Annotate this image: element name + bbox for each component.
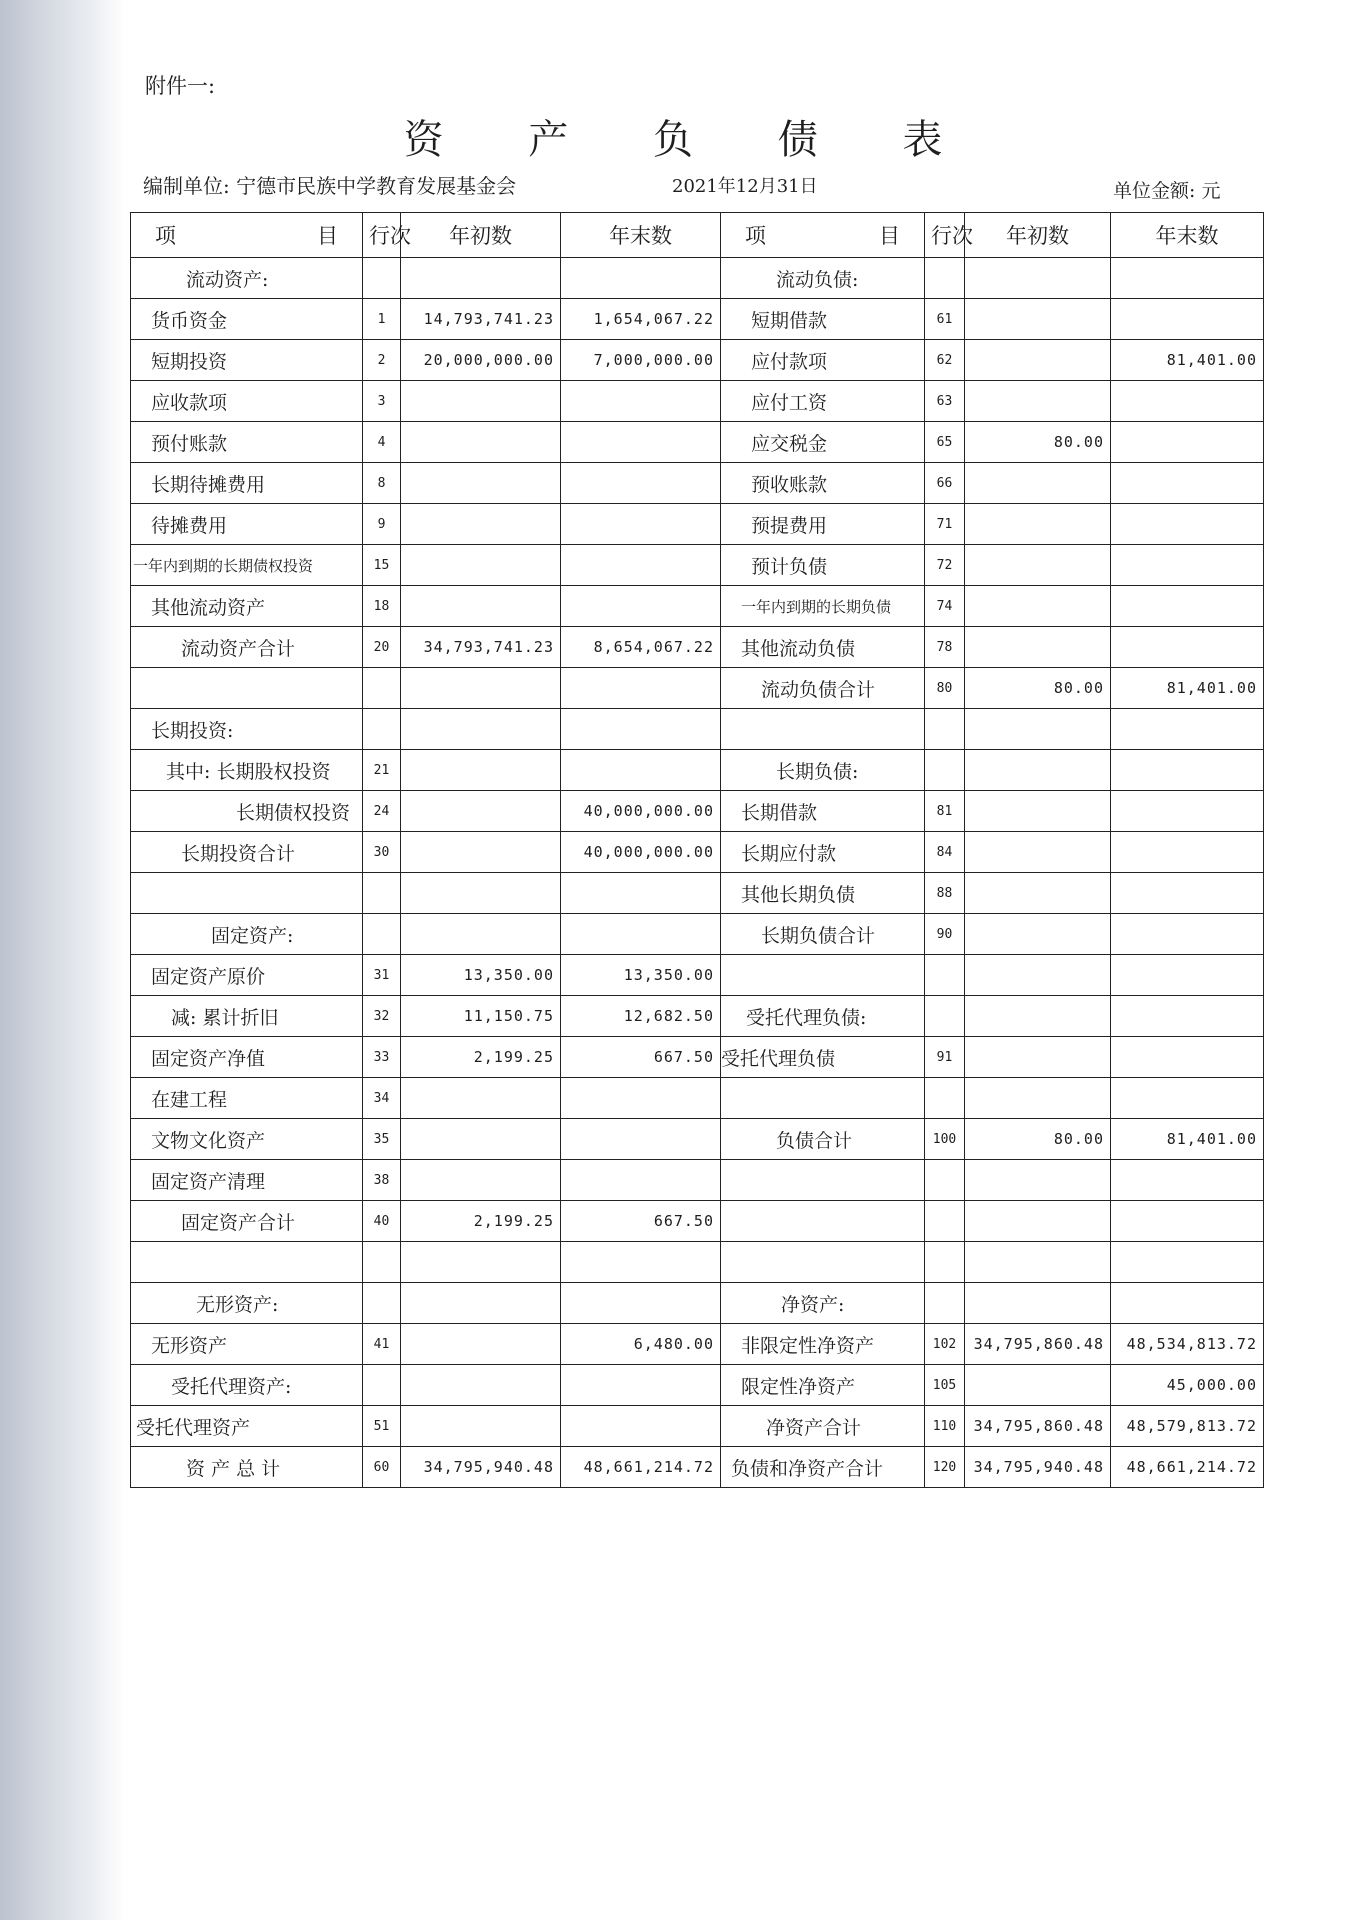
left-end-cell [561, 463, 721, 504]
right-begin-cell: 80.00 [965, 668, 1111, 709]
right-end-cell [1111, 463, 1264, 504]
left-item-cell: 短期投资 [131, 340, 363, 381]
right-line-cell [925, 1201, 965, 1242]
right-begin-cell: 34,795,940.48 [965, 1447, 1111, 1488]
left-item-cell: 固定资产净值 [131, 1037, 363, 1078]
left-item-cell: 固定资产清理 [131, 1160, 363, 1201]
right-line-cell: 105 [925, 1365, 965, 1406]
left-item-cell: 无形资产 [131, 1324, 363, 1365]
left-item-cell: 长期投资合计 [131, 832, 363, 873]
left-line-cell: 18 [363, 586, 401, 627]
left-begin-cell [401, 463, 561, 504]
table-row [131, 1119, 1264, 1160]
table-row [131, 955, 1264, 996]
left-line-cell: 51 [363, 1406, 401, 1447]
left-item-cell: 流动资产: [131, 258, 363, 299]
right-line-cell: 62 [925, 340, 965, 381]
left-line-cell [363, 258, 401, 299]
left-begin-cell: 34,793,741.23 [401, 627, 561, 668]
right-begin-cell [965, 627, 1111, 668]
left-end-cell: 7,000,000.00 [561, 340, 721, 381]
left-line-cell: 3 [363, 381, 401, 422]
right-end-cell [1111, 1037, 1264, 1078]
left-begin-cell [401, 545, 561, 586]
right-item-cell [721, 1242, 925, 1283]
left-end-cell: 1,654,067.22 [561, 299, 721, 340]
right-item-cell: 长期负债合计 [721, 914, 925, 955]
right-item-cell: 负债和净资产合计 [721, 1447, 925, 1488]
left-line-cell: 30 [363, 832, 401, 873]
right-begin-cell [965, 1078, 1111, 1119]
left-end-cell: 667.50 [561, 1201, 721, 1242]
table-row [131, 914, 1264, 955]
left-item-cell: 固定资产合计 [131, 1201, 363, 1242]
left-end-cell [561, 709, 721, 750]
balance-sheet-table [130, 212, 1264, 1488]
right-begin-cell [965, 955, 1111, 996]
table-row [131, 709, 1264, 750]
left-item-cell: 固定资产: [131, 914, 363, 955]
left-end-cell: 12,682.50 [561, 996, 721, 1037]
left-begin-cell [401, 1324, 561, 1365]
right-begin-cell [965, 914, 1111, 955]
left-end-cell [561, 381, 721, 422]
right-line-cell [925, 996, 965, 1037]
left-item-cell: 长期投资: [131, 709, 363, 750]
left-line-cell: 20 [363, 627, 401, 668]
left-begin-cell [401, 1406, 561, 1447]
left-item-cell: 受托代理资产 [131, 1406, 363, 1447]
left-end-cell: 48,661,214.72 [561, 1447, 721, 1488]
right-begin-cell [965, 340, 1111, 381]
left-end-cell: 667.50 [561, 1037, 721, 1078]
left-begin-cell [401, 668, 561, 709]
right-end-cell [1111, 1283, 1264, 1324]
left-line-cell: 38 [363, 1160, 401, 1201]
right-begin-cell [965, 1365, 1111, 1406]
left-item-cell: 其他流动资产 [131, 586, 363, 627]
right-end-cell [1111, 1201, 1264, 1242]
left-begin-cell [401, 258, 561, 299]
right-item-cell: 长期负债: [721, 750, 925, 791]
right-item-cell: 非限定性净资产 [721, 1324, 925, 1365]
right-end-cell [1111, 1078, 1264, 1119]
left-end-cell [561, 750, 721, 791]
table-row [131, 381, 1264, 422]
right-item-cell [721, 1201, 925, 1242]
table-row [131, 996, 1264, 1037]
left-end-cell [561, 422, 721, 463]
right-item-cell: 限定性净资产 [721, 1365, 925, 1406]
left-item-cell [131, 873, 363, 914]
header-end-right: 年末数 [1111, 213, 1264, 258]
right-end-cell [1111, 258, 1264, 299]
left-line-cell: 2 [363, 340, 401, 381]
left-begin-cell: 2,199.25 [401, 1201, 561, 1242]
right-end-cell: 81,401.00 [1111, 340, 1264, 381]
right-item-cell [721, 709, 925, 750]
right-begin-cell [965, 750, 1111, 791]
right-begin-cell [965, 504, 1111, 545]
annex-label: 附件一: [145, 74, 216, 98]
right-line-cell: 84 [925, 832, 965, 873]
left-begin-cell [401, 381, 561, 422]
left-item-cell: 在建工程 [131, 1078, 363, 1119]
left-end-cell [561, 586, 721, 627]
left-item-cell: 资 产 总 计 [131, 1447, 363, 1488]
right-end-cell [1111, 832, 1264, 873]
right-line-cell [925, 258, 965, 299]
right-begin-cell [965, 832, 1111, 873]
table-row [131, 1365, 1264, 1406]
right-line-cell: 66 [925, 463, 965, 504]
left-line-cell: 41 [363, 1324, 401, 1365]
right-end-cell [1111, 709, 1264, 750]
table-row [131, 832, 1264, 873]
table-row [131, 1406, 1264, 1447]
left-line-cell: 24 [363, 791, 401, 832]
right-item-cell: 预计负债 [721, 545, 925, 586]
right-end-cell [1111, 299, 1264, 340]
table-row [131, 1324, 1264, 1365]
header-item-left: 项 目 [131, 213, 363, 258]
right-begin-cell [965, 709, 1111, 750]
left-end-cell [561, 1283, 721, 1324]
header-begin-left: 年初数 [401, 213, 561, 258]
right-begin-cell: 34,795,860.48 [965, 1324, 1111, 1365]
left-line-cell: 32 [363, 996, 401, 1037]
right-item-cell: 长期应付款 [721, 832, 925, 873]
left-end-cell [561, 1078, 721, 1119]
left-end-cell: 8,654,067.22 [561, 627, 721, 668]
left-begin-cell [401, 422, 561, 463]
right-line-cell: 91 [925, 1037, 965, 1078]
left-begin-cell [401, 504, 561, 545]
right-begin-cell [965, 1201, 1111, 1242]
right-line-cell: 90 [925, 914, 965, 955]
right-begin-cell [965, 586, 1111, 627]
right-line-cell [925, 709, 965, 750]
right-item-cell: 一年内到期的长期负债 [721, 586, 925, 627]
left-item-cell: 其中: 长期股权投资 [131, 750, 363, 791]
left-line-cell: 33 [363, 1037, 401, 1078]
right-end-cell [1111, 627, 1264, 668]
left-line-cell [363, 709, 401, 750]
table-row [131, 750, 1264, 791]
right-end-cell [1111, 422, 1264, 463]
table-row [131, 627, 1264, 668]
header-item-right: 项 目 [721, 213, 925, 258]
header-begin-right: 年初数 [965, 213, 1111, 258]
organization-label: 编制单位: 宁德市民族中学教育发展基金会 [143, 174, 517, 198]
left-line-cell [363, 1365, 401, 1406]
table-row [131, 422, 1264, 463]
left-item-cell: 减: 累计折旧 [131, 996, 363, 1037]
right-end-cell [1111, 914, 1264, 955]
right-end-cell [1111, 873, 1264, 914]
right-item-cell: 预提费用 [721, 504, 925, 545]
left-line-cell: 1 [363, 299, 401, 340]
table-row [131, 1160, 1264, 1201]
left-item-cell [131, 1242, 363, 1283]
right-end-cell: 48,579,813.72 [1111, 1406, 1264, 1447]
right-item-cell: 净资产: [721, 1283, 925, 1324]
left-begin-cell: 13,350.00 [401, 955, 561, 996]
right-end-cell: 48,661,214.72 [1111, 1447, 1264, 1488]
left-end-cell [561, 1160, 721, 1201]
left-begin-cell [401, 1242, 561, 1283]
table-row [131, 1242, 1264, 1283]
table-row [131, 586, 1264, 627]
right-item-cell: 应付工资 [721, 381, 925, 422]
right-begin-cell: 80.00 [965, 1119, 1111, 1160]
right-end-cell [1111, 750, 1264, 791]
left-end-cell: 13,350.00 [561, 955, 721, 996]
left-end-cell [561, 1119, 721, 1160]
right-item-cell: 其他长期负债 [721, 873, 925, 914]
right-line-cell [925, 955, 965, 996]
right-line-cell [925, 1283, 965, 1324]
table-row [131, 504, 1264, 545]
right-begin-cell: 34,795,860.48 [965, 1406, 1111, 1447]
left-begin-cell [401, 586, 561, 627]
left-begin-cell [401, 832, 561, 873]
right-item-cell: 应付款项 [721, 340, 925, 381]
table-row [131, 340, 1264, 381]
right-end-cell [1111, 1160, 1264, 1201]
right-item-cell: 其他流动负债 [721, 627, 925, 668]
right-line-cell: 102 [925, 1324, 965, 1365]
right-item-cell: 净资产合计 [721, 1406, 925, 1447]
right-line-cell [925, 1078, 965, 1119]
right-item-cell: 受托代理负债 [721, 1037, 925, 1078]
left-item-cell: 长期债权投资 [131, 791, 363, 832]
left-item-cell: 待摊费用 [131, 504, 363, 545]
left-begin-cell [401, 1365, 561, 1406]
right-line-cell: 72 [925, 545, 965, 586]
left-item-cell: 一年内到期的长期债权投资 [131, 545, 363, 586]
right-line-cell: 78 [925, 627, 965, 668]
left-line-cell [363, 914, 401, 955]
left-line-cell [363, 1242, 401, 1283]
left-begin-cell [401, 1283, 561, 1324]
table-row [131, 1447, 1264, 1488]
scan-edge-shadow [0, 0, 125, 1920]
left-line-cell: 8 [363, 463, 401, 504]
left-begin-cell [401, 1119, 561, 1160]
left-begin-cell [401, 914, 561, 955]
left-end-cell [561, 668, 721, 709]
left-line-cell: 60 [363, 1447, 401, 1488]
left-line-cell: 21 [363, 750, 401, 791]
table-row [131, 1201, 1264, 1242]
left-line-cell [363, 668, 401, 709]
left-end-cell [561, 1365, 721, 1406]
right-begin-cell [965, 996, 1111, 1037]
right-item-cell: 预收账款 [721, 463, 925, 504]
right-line-cell [925, 1160, 965, 1201]
left-line-cell: 31 [363, 955, 401, 996]
page-title: 资 产 负 债 表 [403, 117, 979, 163]
left-begin-cell [401, 873, 561, 914]
right-item-cell [721, 1078, 925, 1119]
left-item-cell: 流动资产合计 [131, 627, 363, 668]
right-end-cell [1111, 381, 1264, 422]
left-line-cell: 40 [363, 1201, 401, 1242]
left-line-cell [363, 873, 401, 914]
left-line-cell: 15 [363, 545, 401, 586]
left-item-cell: 应收款项 [131, 381, 363, 422]
right-begin-cell [965, 873, 1111, 914]
right-line-cell: 80 [925, 668, 965, 709]
table-header-row [131, 213, 1264, 258]
right-line-cell: 71 [925, 504, 965, 545]
right-end-cell [1111, 996, 1264, 1037]
header-line-left: 行次 [363, 213, 401, 258]
right-line-cell [925, 750, 965, 791]
left-line-cell: 9 [363, 504, 401, 545]
left-end-cell: 6,480.00 [561, 1324, 721, 1365]
right-end-cell [1111, 545, 1264, 586]
left-begin-cell: 20,000,000.00 [401, 340, 561, 381]
right-line-cell: 88 [925, 873, 965, 914]
left-end-cell: 40,000,000.00 [561, 832, 721, 873]
table-row [131, 668, 1264, 709]
right-line-cell: 81 [925, 791, 965, 832]
left-end-cell [561, 504, 721, 545]
right-begin-cell [965, 1283, 1111, 1324]
right-item-cell: 流动负债: [721, 258, 925, 299]
header-line-right: 行次 [925, 213, 965, 258]
right-line-cell [925, 1242, 965, 1283]
right-end-cell [1111, 504, 1264, 545]
table-row [131, 1283, 1264, 1324]
left-item-cell: 受托代理资产: [131, 1365, 363, 1406]
right-end-cell [1111, 586, 1264, 627]
table-row [131, 545, 1264, 586]
right-begin-cell [965, 299, 1111, 340]
right-end-cell: 81,401.00 [1111, 1119, 1264, 1160]
left-end-cell [561, 258, 721, 299]
right-end-cell: 48,534,813.72 [1111, 1324, 1264, 1365]
right-item-cell: 短期借款 [721, 299, 925, 340]
left-item-cell: 无形资产: [131, 1283, 363, 1324]
right-begin-cell [965, 463, 1111, 504]
left-begin-cell: 14,793,741.23 [401, 299, 561, 340]
right-line-cell: 61 [925, 299, 965, 340]
left-line-cell: 34 [363, 1078, 401, 1119]
left-item-cell: 预付账款 [131, 422, 363, 463]
right-end-cell: 81,401.00 [1111, 668, 1264, 709]
table-row [131, 791, 1264, 832]
left-end-cell [561, 1406, 721, 1447]
right-begin-cell [965, 381, 1111, 422]
left-item-cell [131, 668, 363, 709]
left-begin-cell [401, 1160, 561, 1201]
table-row [131, 1037, 1264, 1078]
left-item-cell: 长期待摊费用 [131, 463, 363, 504]
left-end-cell [561, 1242, 721, 1283]
left-line-cell [363, 1283, 401, 1324]
right-end-cell: 45,000.00 [1111, 1365, 1264, 1406]
right-item-cell: 应交税金 [721, 422, 925, 463]
table-row [131, 299, 1264, 340]
table-row [131, 463, 1264, 504]
left-begin-cell: 11,150.75 [401, 996, 561, 1037]
right-item-cell: 长期借款 [721, 791, 925, 832]
right-item-cell: 负债合计 [721, 1119, 925, 1160]
header-end-left: 年末数 [561, 213, 721, 258]
right-item-cell [721, 1160, 925, 1201]
right-end-cell [1111, 1242, 1264, 1283]
currency-unit-label: 单位金额: 元 [1113, 180, 1221, 202]
right-line-cell: 100 [925, 1119, 965, 1160]
right-item-cell: 受托代理负债: [721, 996, 925, 1037]
report-date: 2021年12月31日 [672, 176, 818, 197]
right-begin-cell [965, 1160, 1111, 1201]
left-begin-cell [401, 709, 561, 750]
right-line-cell: 120 [925, 1447, 965, 1488]
right-begin-cell [965, 791, 1111, 832]
right-item-cell [721, 955, 925, 996]
right-end-cell [1111, 791, 1264, 832]
left-end-cell [561, 914, 721, 955]
right-begin-cell [965, 1242, 1111, 1283]
left-item-cell: 货币资金 [131, 299, 363, 340]
table-row [131, 258, 1264, 299]
left-item-cell: 文物文化资产 [131, 1119, 363, 1160]
right-line-cell: 63 [925, 381, 965, 422]
right-line-cell: 74 [925, 586, 965, 627]
left-line-cell: 4 [363, 422, 401, 463]
left-begin-cell [401, 750, 561, 791]
left-begin-cell [401, 791, 561, 832]
right-line-cell: 65 [925, 422, 965, 463]
right-line-cell: 110 [925, 1406, 965, 1447]
left-end-cell [561, 873, 721, 914]
left-begin-cell: 34,795,940.48 [401, 1447, 561, 1488]
right-begin-cell [965, 545, 1111, 586]
left-begin-cell [401, 1078, 561, 1119]
left-item-cell: 固定资产原价 [131, 955, 363, 996]
right-item-cell: 流动负债合计 [721, 668, 925, 709]
table-row [131, 873, 1264, 914]
right-end-cell [1111, 955, 1264, 996]
table-body [131, 258, 1264, 1488]
right-begin-cell: 80.00 [965, 422, 1111, 463]
right-begin-cell [965, 1037, 1111, 1078]
left-line-cell: 35 [363, 1119, 401, 1160]
right-begin-cell [965, 258, 1111, 299]
left-end-cell [561, 545, 721, 586]
table-row [131, 1078, 1264, 1119]
left-begin-cell: 2,199.25 [401, 1037, 561, 1078]
left-end-cell: 40,000,000.00 [561, 791, 721, 832]
